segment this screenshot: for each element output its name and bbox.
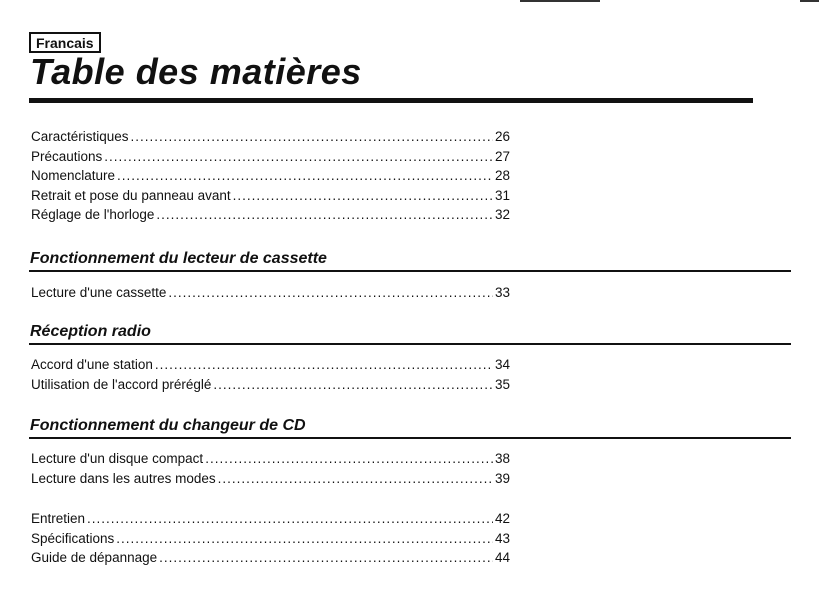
toc-entry-page: 33 [495, 285, 511, 300]
section-rule [29, 343, 791, 345]
header-scan-mark [520, 0, 600, 2]
toc-group-cassette [31, 283, 511, 303]
toc-entry[interactable] [31, 375, 517, 395]
toc-entry[interactable] [31, 283, 517, 303]
toc-group-appendix [31, 509, 511, 568]
toc-entry[interactable] [31, 548, 517, 568]
toc-entry-page: 32 [495, 207, 511, 223]
language-tag: Francais [29, 32, 101, 53]
toc-entry-label: Lecture dans les autres modes [31, 470, 216, 486]
toc-entry-label: Utilisation de l'accord préréglé [31, 376, 212, 392]
toc-entry-label: Entretien [31, 511, 86, 526]
toc-leader-dots [218, 469, 493, 489]
toc-leader-dots [117, 166, 493, 186]
toc-entry-page: 43 [495, 530, 511, 546]
toc-entry[interactable] [31, 355, 517, 375]
toc-leader-dots [104, 147, 493, 167]
toc-entry-page: 26 [495, 129, 511, 144]
toc-entry[interactable] [31, 469, 517, 489]
toc-entry[interactable] [31, 509, 517, 529]
toc-entry-page: 44 [495, 550, 511, 566]
toc-entry[interactable] [31, 186, 517, 206]
toc-entry[interactable] [31, 127, 517, 147]
page-title: Table des matières [30, 51, 362, 92]
toc-leader-dots [168, 283, 493, 303]
toc-entry-label: Réglage de l'horloge [31, 207, 155, 223]
toc-entry-page: 39 [495, 470, 511, 486]
toc-entry[interactable] [31, 147, 517, 167]
toc-leader-dots [131, 127, 493, 147]
section-heading-cd-changer: Fonctionnement du changeur de CD [30, 417, 306, 434]
toc-entry-label: Spécifications [31, 530, 115, 546]
toc-leader-dots [205, 449, 493, 469]
toc-leader-dots [233, 186, 493, 206]
toc-leader-dots [87, 509, 493, 529]
toc-entry-page: 31 [495, 187, 511, 203]
toc-entry[interactable] [31, 449, 517, 469]
toc-entry-page: 42 [495, 511, 511, 526]
toc-group-radio [31, 355, 511, 394]
toc-entry-label: Nomenclature [31, 168, 116, 184]
section-heading-radio: Réception radio [30, 323, 151, 340]
toc-leader-dots [155, 355, 493, 375]
toc-entry[interactable] [31, 529, 517, 549]
toc-entry-label: Retrait et pose du panneau avant [31, 187, 231, 203]
title-rule [29, 98, 753, 103]
toc-entry-label: Guide de dépannage [31, 550, 158, 566]
toc-entry-label: Précautions [31, 148, 103, 164]
header-scan-mark [800, 0, 819, 2]
toc-entry-page: 34 [495, 357, 511, 372]
section-heading-cassette: Fonctionnement du lecteur de cassette [30, 250, 327, 267]
toc-leader-dots [159, 548, 493, 568]
toc-group-general [31, 127, 511, 225]
section-rule [29, 437, 791, 439]
toc-group-cd-changer [31, 449, 511, 488]
toc-entry-label: Lecture d'une cassette [31, 285, 167, 300]
toc-leader-dots [213, 375, 493, 395]
toc-entry-label: Caractéristiques [31, 129, 129, 144]
toc-entry-label: Accord d'une station [31, 357, 153, 372]
toc-entry-page: 28 [495, 168, 511, 184]
toc-entry-label: Lecture d'un disque compact [31, 451, 204, 466]
toc-leader-dots [156, 205, 493, 225]
toc-leader-dots [116, 529, 493, 549]
toc-entry[interactable] [31, 166, 517, 186]
toc-entry[interactable] [31, 205, 517, 225]
toc-entry-page: 35 [495, 376, 511, 392]
toc-entry-page: 27 [495, 148, 511, 164]
toc-entry-page: 38 [495, 451, 511, 466]
section-rule [29, 270, 791, 272]
